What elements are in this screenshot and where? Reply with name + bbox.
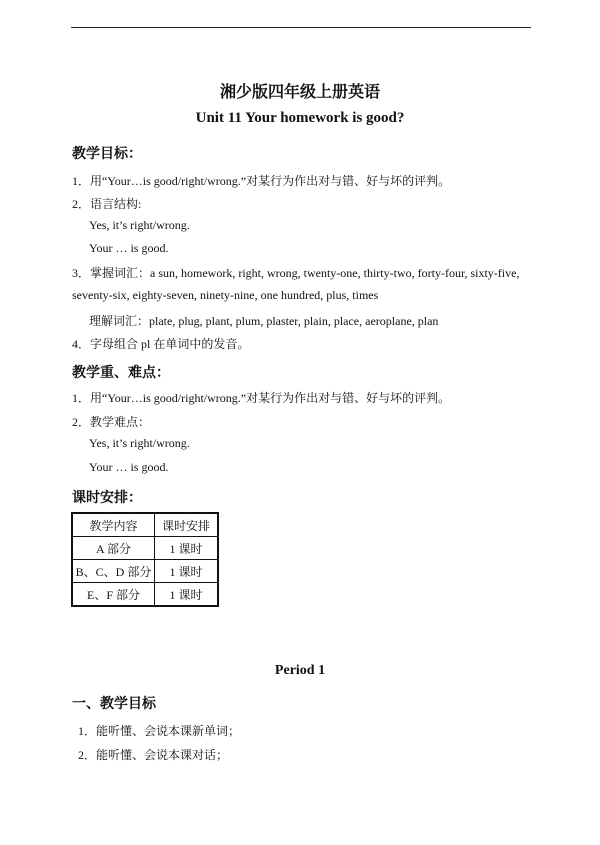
period-goal-item-1: 1．能听懂、会说本课新单词； xyxy=(78,724,241,738)
table-cell: 1 课时 xyxy=(155,537,219,560)
goals-heading: 教学目标： xyxy=(72,146,142,162)
goal-item-2-line-2: Your … is good. xyxy=(89,241,169,255)
schedule-table xyxy=(71,512,219,607)
period-title: Period 1 xyxy=(274,663,326,678)
table-row xyxy=(72,537,218,560)
table-cell: A 部分 xyxy=(72,537,155,560)
goal-item-4: 4．字母组合 pl 在单词中的发音。 xyxy=(72,337,250,351)
focus-item-1: 1．用“Your…is good/right/wrong.”对某行为作出对与错、好与坏的评判。 xyxy=(72,391,451,405)
period-goals-heading: 一、教学目标 xyxy=(72,696,156,712)
unit-title: Unit 11 Your homework is good? xyxy=(195,110,405,126)
period-goal-item-2: 2．能听懂、会说本课对话； xyxy=(78,748,229,762)
focus-item-2-line-1: Yes, it’s right/wrong. xyxy=(89,436,190,450)
schedule-heading: 课时安排： xyxy=(72,490,142,506)
table-header-cell: 课时安排 xyxy=(155,513,219,537)
focus-item-2-line-2: Your … is good. xyxy=(89,460,169,474)
goal-item-1: 1．用“Your…is good/right/wrong.”对某行为作出对与错、好与坏的评判。 xyxy=(72,174,451,188)
goal-item-2-line-1: Yes, it’s right/wrong. xyxy=(89,218,190,232)
table-row xyxy=(72,583,218,607)
table-header-row xyxy=(72,513,218,537)
table-header-cell: 教学内容 xyxy=(72,513,155,537)
goal-item-3-line-2: seventy-six, eighty-seven, ninety-nine, one hundred, plus, times xyxy=(72,288,379,302)
focus-heading: 教学重、难点： xyxy=(72,365,170,381)
table-row xyxy=(72,560,218,583)
goal-item-3-line-1: 3．掌握词汇：a sun, homework, right, wrong, twenty-one, thirty-two, forty-four, sixty-five, xyxy=(72,266,520,280)
focus-item-2: 2．教学难点： xyxy=(72,415,151,429)
document-title: 湘少版四年级上册英语 xyxy=(219,84,380,101)
table-cell: B、C、D 部分 xyxy=(72,560,155,583)
table-cell: 1 课时 xyxy=(155,560,219,583)
goal-item-2: 2．语言结构: xyxy=(72,197,142,211)
header-rule xyxy=(71,27,531,28)
goal-item-3-line-3: 理解词汇：plate, plug, plant, plum, plaster, plain, place, aeroplane, plan xyxy=(89,314,439,328)
table-cell: E、F 部分 xyxy=(72,583,155,607)
table-cell: 1 课时 xyxy=(155,583,219,607)
